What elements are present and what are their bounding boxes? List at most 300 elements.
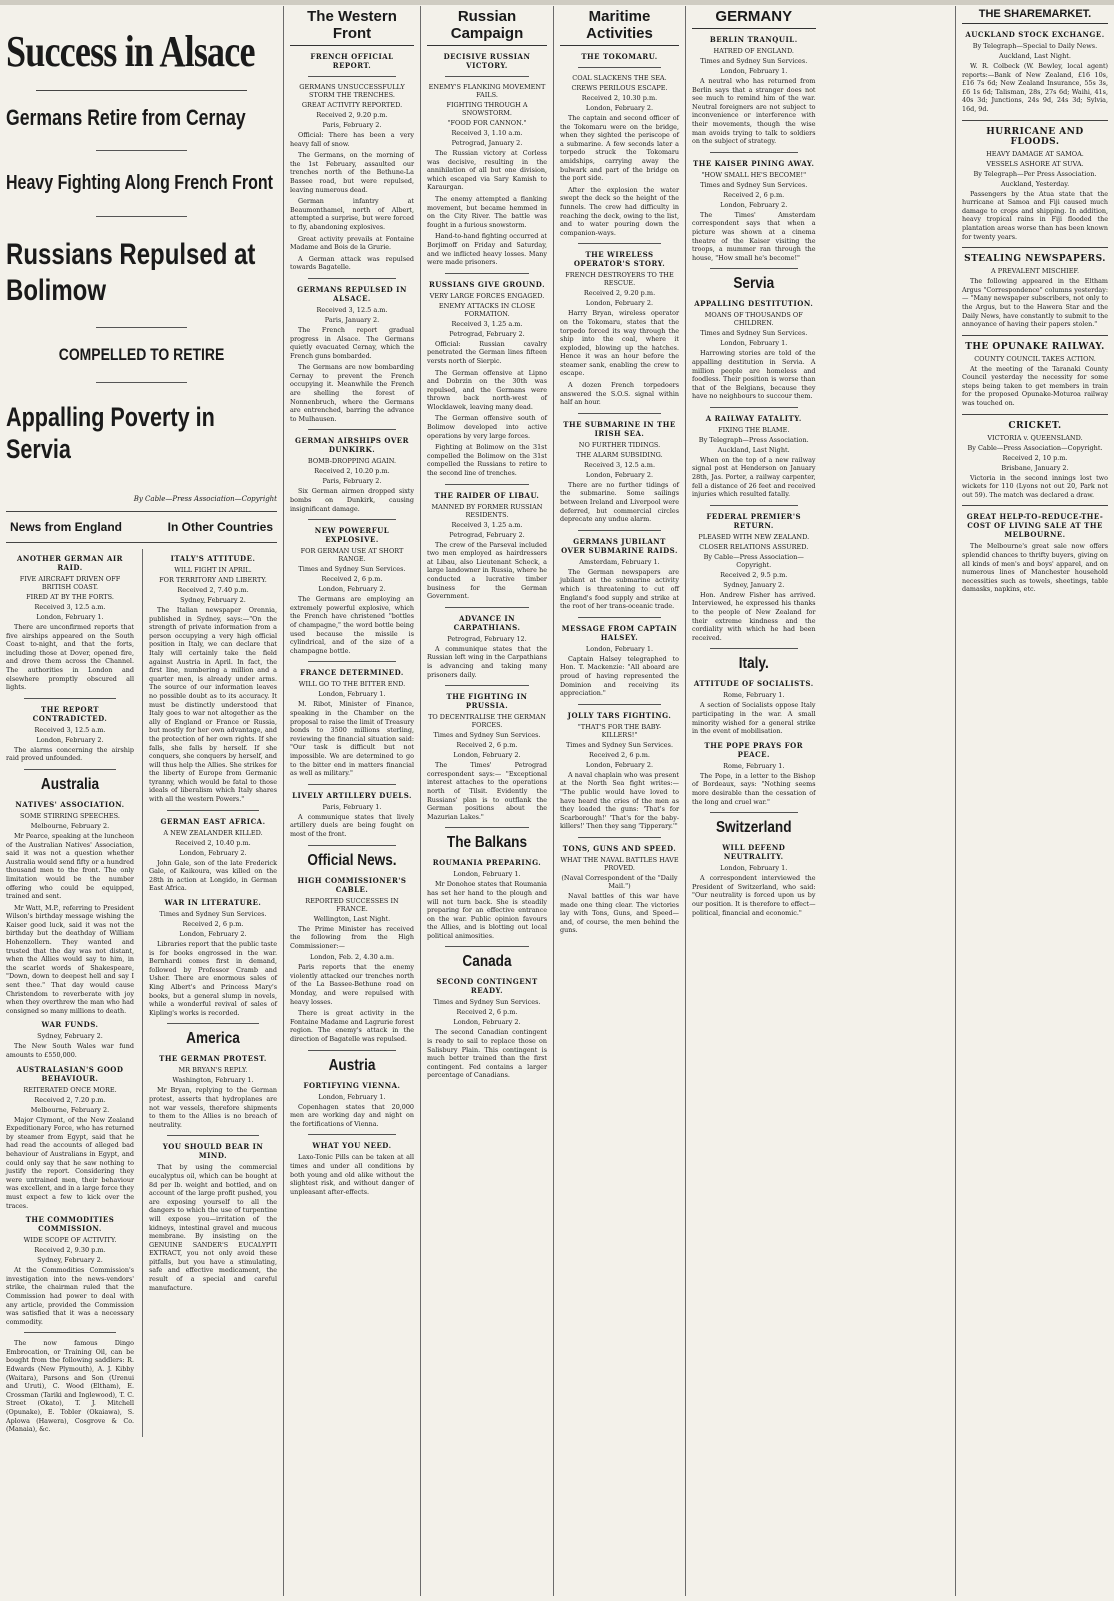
divider bbox=[962, 335, 1108, 336]
dateline: Paris, February 2. bbox=[322, 121, 382, 129]
dateline: Petrograd, February 2. bbox=[449, 329, 525, 338]
article-sub: WILL GO TO THE BITTER END. bbox=[298, 680, 406, 689]
divider bbox=[96, 216, 187, 217]
sharemarket-column bbox=[955, 6, 1114, 1596]
article-sub: CLOSER RELATIONS ASSURED. bbox=[699, 542, 809, 551]
article-head: WHAT YOU NEED. bbox=[312, 1141, 392, 1151]
article-body: The alarms concerning the airship raid proved unfounded. bbox=[6, 745, 134, 763]
divider bbox=[308, 429, 396, 430]
article-head: THE OPUNAKE RAILWAY. bbox=[965, 341, 1105, 352]
divider bbox=[96, 382, 187, 383]
article-head: THE GERMAN PROTEST. bbox=[159, 1054, 267, 1064]
dateline: (Naval Correspondent of the "Daily Mail.") bbox=[561, 873, 678, 890]
dateline: Received 2, 6 p.m. bbox=[723, 190, 785, 199]
article-body: Mr Donohoe states that Roumania has set her hand to the plough and will not turn back. She is steadily preparing for an effective entrance on the war. Public opinion favours the Allies, and is blotting out local political animosities. bbox=[427, 880, 547, 940]
article-body: Mr Bryan, replying to the German protest, asserts that hydroplanes are not war vessels, therefore shipments to them to the Allies is no breach of neutrality. bbox=[149, 1086, 277, 1129]
article-body: Mr Pearce, speaking at the luncheon of the Australian Natives' Association, said it was not a question whether Australia would send fifty or a hundred thousand men to the front. The only limitation would be the number offering who could be equipped, trained and sent. bbox=[6, 831, 134, 901]
divider bbox=[578, 617, 661, 618]
dateline: Washington, February 1. bbox=[172, 1076, 254, 1085]
divider bbox=[24, 769, 116, 770]
dateline: London, February 2. bbox=[585, 299, 654, 308]
article-head: MESSAGE FROM CAPTAIN HALSEY. bbox=[561, 623, 678, 642]
article-head: WAR FUNDS. bbox=[41, 1020, 99, 1030]
article-sub: MANNED BY FORMER RUSSIAN RESIDENTS. bbox=[431, 502, 543, 519]
article-body: Harrowing stories are told of the appalling destitution in Servia. A million people are homeless and foodless. Their position is worse than that of the Belgians, because they have no neighbours to succour them. bbox=[692, 349, 816, 401]
dateline: By Telegraph—Special to Daily News. bbox=[972, 42, 1098, 50]
dateline: By Cable—Press Association—Copyright. bbox=[703, 552, 804, 569]
article-sub: HEAVY DAMAGE AT SAMOA. bbox=[986, 149, 1084, 158]
divider bbox=[24, 698, 116, 699]
article-sub: FIVE AIRCRAFT DRIVEN OFF BRITISH COAST. bbox=[19, 575, 121, 591]
dateline: Melbourne, February 2. bbox=[30, 821, 110, 830]
column-title: GERMANY bbox=[692, 8, 816, 29]
article-head: YOU SHOULD BEAR IN MIND. bbox=[162, 1142, 264, 1161]
divider bbox=[445, 484, 529, 485]
dateline: Received 2, 10.20 p.m. bbox=[314, 467, 390, 476]
article-body: The Germans are employing an extremely powerful explosive, which the French have christened "bottles of champagne," the word bottle being used because the missile is cylindrical, and of the size of a champagne bottle. bbox=[290, 595, 414, 655]
dateline: Auckland, Last Night. bbox=[999, 52, 1071, 60]
dateline: Received 2, 6 p.m. bbox=[182, 920, 244, 929]
article-head: THE FIGHTING IN PRUSSIA. bbox=[446, 692, 528, 711]
article-sub: FIGHTING THROUGH A SNOWSTORM. bbox=[446, 101, 528, 117]
advert-body: Laxo-Tonic Pills can be taken at all times and under all conditions by both young and old alike without the slightest risk, and without danger of unpleasant after-effects. bbox=[290, 1153, 414, 1196]
article-sub: PLEASED WITH NEW ZEALAND. bbox=[698, 532, 810, 541]
article-body: The German newspapers are jubilant at the submarine activity which is threatening to cut off England's food supply and strike at the root of her trans-oceanic trade. bbox=[560, 567, 679, 611]
article-head: GERMANS JUBILANT OVER SUBMARINE RAIDS. bbox=[561, 536, 678, 555]
dateline: Times and Sydney Sun Services. bbox=[298, 565, 406, 574]
dateline: London, February 2. bbox=[453, 1018, 521, 1027]
dateline: London, February 1. bbox=[720, 864, 788, 873]
article-head: DECISIVE RUSSIAN VICTORY. bbox=[443, 52, 531, 70]
dateline: Received 3, 12.5 a.m. bbox=[34, 603, 106, 611]
article-body: Official: Russian cavalry penetrated the German lines fifteen versts north of Sierpic. bbox=[427, 339, 547, 365]
dateline: By Cable—Press Association—Copyright. bbox=[967, 443, 1103, 452]
article-body: A section of Socialists oppose Italy participating in the war. A small minority wished for a general strike in the event of mobilisation. bbox=[692, 701, 816, 736]
divider bbox=[578, 67, 661, 68]
dateline: Sydney, January 2. bbox=[723, 580, 785, 589]
divider bbox=[710, 812, 798, 813]
dateline: Melbourne, February 2. bbox=[30, 1105, 110, 1114]
article-sub: WIDE SCOPE OF ACTIVITY. bbox=[23, 1236, 117, 1245]
article-sub: VICTORIA v. QUEENSLAND. bbox=[987, 433, 1083, 442]
lead-column bbox=[0, 6, 283, 1596]
article-body: A communique states that the Russian left wing in the Carpathians is advancing and taking many prisoners daily. bbox=[427, 644, 547, 679]
article-sub: A NEW ZEALANDER KILLED. bbox=[163, 828, 263, 837]
article-body: M. Ribot, Minister of Finance, speaking in the Chamber on the proposal to raise the limit of Treasury bonds to 3500 millions sterling, reviewing the financial situation said: "Our task is difficult but not impossible. We are determined to go to the bitter end in matters financial as well as military." bbox=[290, 700, 414, 778]
dateline: Received 3, 12.5 a.m. bbox=[583, 460, 656, 469]
article-head: LIVELY ARTILLERY DUELS. bbox=[292, 790, 412, 800]
dateline: Times and Sydney Sun Services. bbox=[433, 731, 541, 740]
article-sub: COUNTY COUNCIL TAKES ACTION. bbox=[974, 354, 1096, 363]
dateline: London, February 2. bbox=[179, 930, 247, 939]
article-sub: GERMANS UNSUCCESSFULLY STORM THE TRENCHES. bbox=[299, 83, 405, 99]
column-title: Russian Campaign bbox=[427, 8, 547, 46]
article-head: NEW POWERFUL EXPLOSIVE. bbox=[314, 526, 390, 545]
divider bbox=[578, 837, 661, 838]
article-sub: WHAT THE NAVAL BATTLES HAVE PROVED. bbox=[560, 855, 679, 872]
section-canada: Canada bbox=[462, 953, 512, 971]
article-head: HIGH COMMISSIONER'S CABLE. bbox=[297, 875, 407, 894]
article-body: A communique states that lively artillery duels are being fought on most of the front. bbox=[290, 812, 414, 838]
article-head: HURRICANE AND FLOODS. bbox=[986, 126, 1084, 147]
article-sub: TO DECENTRALISE THE GERMAN FORCES. bbox=[428, 713, 546, 730]
dateline: Auckland, Last Night. bbox=[717, 445, 790, 454]
advert-body: The now famous Dingo Embrocation, or Training Oil, can be bought from the following saddlers: R. Edwards (New Plymouth), A. J. Kibby (Waitara), Parsons and Son (Urenui and Uruti), C. Wood (Eltham), E. Crossman (Tariki and Inglewood), T. C. Street (Okato), T. J. Mitchell (Opunake), E. Tobler (Okaiawa), S. Aplowa (Hawera), Cosgrove & Co. (Manaia), &c. bbox=[6, 1339, 134, 1434]
headline-russians-repulsed: Russians Repulsed at Bolimow bbox=[6, 238, 256, 307]
advert-body: The Melbourne's great sale now offers splendid chances to thrifty buyers, giving on all kinds of men's and boys' apparel, and on numerous lines of Manchester household necessities such as towels, sheetings, table damasks, napkins, etc. bbox=[962, 542, 1108, 594]
article-head: FEDERAL PREMIER'S RETURN. bbox=[706, 511, 802, 530]
dateline: Sydney, February 2. bbox=[37, 1256, 103, 1265]
section-switzerland: Switzerland bbox=[715, 819, 792, 837]
article-head: BERLIN TRANQUIL. bbox=[709, 35, 798, 44]
article-sub: "FOOD FOR CANNON." bbox=[447, 119, 527, 127]
article-head: ATTITUDE OF SOCIALISTS. bbox=[693, 679, 814, 689]
western-front-column bbox=[283, 6, 420, 1596]
divider bbox=[445, 946, 529, 947]
article-head: THE COMMODITIES COMMISSION. bbox=[25, 1215, 115, 1234]
divider bbox=[445, 685, 529, 686]
article-sub: FOR GERMAN USE AT SHORT RANGE. bbox=[300, 547, 404, 564]
dateline: Received 2, 6 p.m. bbox=[456, 741, 518, 750]
dateline: London, February 2. bbox=[453, 751, 521, 760]
dateline: Amsterdam, February 1. bbox=[579, 557, 660, 566]
article-body: The Germans are now bombarding Cernay to prevent the French occupying it. Meanwhile the French are shelling the forest of Nonnenbruch, where the Germans are entrenched, barring the advance to Mulhausen. bbox=[290, 363, 414, 423]
section-austria: Austria bbox=[328, 1056, 376, 1074]
divider bbox=[308, 661, 396, 662]
dateline: Received 3, 1.10 a.m. bbox=[451, 129, 523, 137]
article-sub: REITERATED ONCE MORE. bbox=[23, 1085, 117, 1094]
article-head: GERMAN EAST AFRICA. bbox=[160, 816, 266, 826]
divider bbox=[308, 1134, 396, 1135]
divider bbox=[445, 273, 529, 274]
divider bbox=[6, 511, 277, 512]
article-sub: MR BRYAN'S REPLY. bbox=[178, 1066, 248, 1075]
article-head: SECOND CONTINGENT READY. bbox=[436, 977, 538, 996]
dateline: London, February 1. bbox=[720, 339, 788, 348]
article-body: The German offensive south of Bolimow developed into active operations by very large forces. bbox=[427, 414, 547, 440]
article-head: NATIVES' ASSOCIATION. bbox=[15, 799, 125, 809]
article-head: TONS, GUNS AND SPEED. bbox=[562, 843, 677, 853]
article-head: CRICKET. bbox=[1008, 420, 1062, 431]
divider bbox=[308, 76, 396, 77]
article-sub: ENEMY ATTACKS IN CLOSE FORMATION. bbox=[438, 301, 536, 318]
article-body: The second Canadian contingent is ready to sail to replace those on Salisbury Plain. This contingent is much better trained than the first contingent. Fed contains a larger percentage of Canadians. bbox=[427, 1028, 547, 1080]
england-subcolumn bbox=[6, 549, 134, 1437]
dateline: Received 2, 10.30 p.m. bbox=[581, 94, 658, 102]
article-body: The Times' Amsterdam correspondent says that when a picture was shown at a cinema theatre of the Kaiser visiting the troops, a mummer ran through the house, "How small he's become!" bbox=[692, 210, 816, 262]
section-australia: Australia bbox=[40, 775, 100, 793]
divider bbox=[445, 76, 529, 77]
article-body: A correspondent interviewed the President of Switzerland, who said: "Our neutrality is forced upon us by our position. It is therefore to effect—political, financial and economic." bbox=[692, 874, 816, 917]
article-head: AUCKLAND STOCK EXCHANGE. bbox=[965, 30, 1105, 39]
section-banner bbox=[6, 518, 277, 536]
lead-subcolumns bbox=[6, 549, 277, 1437]
article-head: ADVANCE IN CARPATHIANS. bbox=[453, 613, 521, 632]
divider bbox=[962, 505, 1108, 506]
article-body: The French report gradual progress in Alsace. The Germans quietly evacuated Cernay, which the French guns bombarded. bbox=[290, 325, 414, 360]
dateline: Received 2, 9.20 p.m. bbox=[316, 111, 388, 119]
article-body: Copenhagen states that 20,000 men are working day and night on the fortifications of Vienna. bbox=[290, 1102, 414, 1128]
article-body: There is great activity in the Fontaine Madame and Lagrurie forest region. The enemy's attack in the direction of Bagatelle was repulsed. bbox=[290, 1009, 414, 1044]
article-body: Six German airmen dropped sixty bombs on Dunkirk, causing insignificant damage. bbox=[290, 487, 414, 513]
article-head: JOLLY TARS FIGHTING. bbox=[567, 710, 672, 720]
dateline: Times and Sydney Sun Services. bbox=[565, 740, 674, 749]
dateline: Received 3, 1.25 a.m. bbox=[451, 319, 523, 328]
article-body: When on the top of a new railway signal post at Henderson on January 28th, Jas. Porter, a railway carpenter, fell a distance of 26 feet and received injuries which resulted fatally. bbox=[692, 455, 816, 499]
article-body: A neutral who has returned from Berlin says that a stranger does not see much to remind him of the war. Neutral foreigners are not subject to inconvenience or interference with their movements, though the wise man avoids trying to talk to soldiers on the subject of strategy. bbox=[692, 77, 816, 146]
dateline: Received 3, 12.5 a.m. bbox=[316, 305, 388, 314]
article-body: At the Commodities Commission's investigation into the news-vendors' strike, the chairman ruled that the Commission had power to deal with any article, provided the Commission was satisfied that it was a necessary commodity. bbox=[6, 1266, 134, 1326]
article-body: There are no further tidings of the submarine. Some sailings between Ireland and Liverpool were deferred, but commercial circles deprecate any undue alarm. bbox=[560, 480, 679, 524]
dateline: Times and Sydney Sun Services. bbox=[700, 329, 808, 338]
section-servia: Servia bbox=[733, 275, 775, 293]
dateline: Times and Sydney Sun Services. bbox=[700, 57, 808, 65]
article-sub: FOR TERRITORY AND LIBERTY. bbox=[159, 576, 267, 584]
article-body: The following appeared in the Eltham Argus "Correspondence" columns yesterday:— "Many newspaper subscribers, not only to the Argus, but to the Hawera Star and the Daily News, have constantly to submit to the annoyance of having their papers stolen." bbox=[962, 277, 1108, 329]
section-other-countries: In Other Countries bbox=[167, 520, 273, 534]
column-title: The Western Front bbox=[290, 8, 414, 46]
article-body: A naval chaplain who was present at the North Sea fight writes:— "The public would have loved to have heard the cries of the men as they loaded the guns: 'That's for Scarborough!' 'That's for the baby-killers!' Then they sang 'Tipperary.'" bbox=[560, 770, 679, 831]
dateline: London, February 2. bbox=[179, 848, 247, 857]
dateline: London, February 2. bbox=[585, 760, 654, 769]
article-body: The Pope, in a letter to the Bishop of Bordeaux, says: "Nothing seems more desirable than the cessation of the long and cruel war." bbox=[692, 771, 816, 806]
article-body: The Prime Minister has received the following from the High Commissioner:— bbox=[290, 924, 414, 950]
article-head: GERMAN AIRSHIPS OVER DUNKIRK. bbox=[295, 436, 409, 455]
dateline: Received 2, 6 p.m. bbox=[456, 1008, 518, 1017]
section-official-news: Official News. bbox=[307, 851, 397, 869]
article-head: THE POPE PRAYS FOR PEACE. bbox=[704, 740, 804, 759]
dateline: Received 2, 7.20 p.m. bbox=[34, 1095, 106, 1104]
dateline: Times and Sydney Sun Services. bbox=[159, 910, 267, 919]
article-sub: FIXING THE BLAME. bbox=[718, 425, 790, 434]
headline-compelled: COMPELLED TO RETIRE bbox=[58, 345, 225, 364]
divider bbox=[710, 152, 798, 153]
article-sub: ENEMY'S FLANKING MOVEMENT FAILS. bbox=[428, 83, 546, 99]
dateline: Times and Sydney Sun Services. bbox=[433, 998, 541, 1007]
article-head: THE SUBMARINE IN THE IRISH SEA. bbox=[563, 419, 676, 438]
section-balkans: The Balkans bbox=[446, 834, 528, 852]
divider bbox=[96, 327, 187, 328]
article-body: Fighting at Bolimow on the 31st compelled the Bolimow on the 31st compelled the Russians to retire to the second line of trenches. bbox=[427, 443, 547, 478]
article-sub: COAL SLACKENS THE SEA. bbox=[572, 74, 667, 82]
section-news-england: News from England bbox=[10, 520, 123, 534]
divider bbox=[308, 519, 396, 520]
article-body: Victoria in the second innings lost two wickets for 110 (Lyons not out 20, Park not out 59). The match was declared a draw. bbox=[962, 473, 1108, 499]
divider bbox=[710, 268, 798, 269]
article-head: RUSSIANS GIVE GROUND. bbox=[428, 279, 546, 289]
dateline: Received 2, 10.40 p.m. bbox=[175, 838, 251, 847]
article-sub: CREWS PERILOUS ESCAPE. bbox=[571, 84, 668, 92]
dateline: Received 2, 6 p.m. bbox=[321, 575, 383, 584]
article-head: AUSTRALASIAN'S GOOD BEHAVIOUR. bbox=[16, 1064, 124, 1083]
dateline: Sydney, February 2. bbox=[37, 1032, 103, 1041]
dateline: London, Feb. 2, 4.30 a.m. bbox=[309, 953, 395, 962]
divider bbox=[962, 247, 1108, 248]
column-title: THE SHAREMARKET. bbox=[962, 8, 1108, 24]
article-body: Captain Halsey telegraphed to Hon. T. Mackenzie: "All aboard are proud of having represented the Dominion and receiving its appreciation." bbox=[560, 654, 679, 698]
article-body: The enemy attempted a flanking movement, but became hemmed in on the City River. The battle was fought in a furious snowstorm. bbox=[427, 194, 547, 229]
article-body: The captain and second officer of the Tokomaru were on the bridge, when they sighted the periscope of a submarine. A few seconds later a torpedo struck the Tokomaru amidships, carrying away the bulwark and part of the bridge on the port side. bbox=[560, 114, 679, 183]
article-sub: SOME STIRRING SPEECHES. bbox=[20, 811, 120, 820]
press-credit: By Cable—Press Association—Copyright bbox=[133, 495, 277, 503]
dateline: Sydney, February 2. bbox=[180, 596, 246, 604]
dateline: Received 3, 1.25 a.m. bbox=[451, 520, 523, 529]
other-countries-subcolumn bbox=[142, 549, 277, 1437]
dateline: Received 2, 9.5 p.m. bbox=[720, 570, 788, 579]
article-sub: HATRED OF ENGLAND. bbox=[713, 47, 795, 55]
article-body: The Russian victory at Corless was decisive, resulting in the annihilation of all but one division, which escaped via Sary Kamish to Karaurgan. bbox=[427, 149, 547, 192]
dateline: Received 2, 6 p.m. bbox=[589, 750, 650, 759]
divider bbox=[6, 542, 277, 543]
dateline: London, February 1. bbox=[453, 870, 521, 879]
divider bbox=[578, 243, 661, 244]
article-sub: "THAT'S FOR THE BABY-KILLERS!" bbox=[577, 722, 662, 739]
article-head: ANOTHER GERMAN AIR RAID. bbox=[16, 554, 123, 572]
article-head: FRENCH OFFICIAL REPORT. bbox=[310, 52, 394, 70]
article-head: THE TOKOMARU. bbox=[581, 52, 658, 61]
dateline: Petrograd, February 2. bbox=[449, 530, 525, 539]
article-sub: BOMB-DROPPING AGAIN. bbox=[307, 457, 397, 466]
dateline: London, February 1. bbox=[318, 690, 386, 699]
divider bbox=[962, 414, 1108, 415]
article-head: GERMANS REPULSED IN ALSACE. bbox=[297, 284, 407, 303]
germany-column bbox=[685, 6, 955, 1596]
divider bbox=[308, 845, 396, 846]
column-title: Maritime Activities bbox=[560, 8, 679, 46]
dateline: Petrograd, February 12. bbox=[447, 634, 527, 643]
article-head: THE REPORT CONTRADICTED. bbox=[32, 704, 108, 723]
dateline: Brisbane, January 2. bbox=[1001, 463, 1069, 472]
article-body: The Germans, on the morning of the 1st February, assaulted our trenches north of the Bethune-La Bassee road, but were repulsed, leaving numerous dead. bbox=[290, 151, 414, 194]
dateline: Wellington, Last Night. bbox=[313, 914, 391, 923]
article-head: THE KAISER PINING AWAY. bbox=[693, 158, 815, 168]
article-sub: "HOW SMALL HE'S BECOME!" bbox=[701, 170, 807, 179]
divider bbox=[962, 120, 1108, 121]
article-sub: FRENCH DESTROYERS TO THE RESCUE. bbox=[565, 271, 674, 288]
dateline: London, February 2. bbox=[585, 470, 654, 479]
divider bbox=[167, 810, 259, 811]
article-body: The crew of the Parseval included two men employed as hairdressers at Libau, also Lieutenant Scheck, a large landowner in Russia, where he conducted a lucrative timber business for the German Government. bbox=[427, 540, 547, 601]
dateline: Paris, January 2. bbox=[324, 315, 380, 324]
dateline: Times and Sydney Sun Services. bbox=[700, 180, 808, 189]
headline-heavy-fighting: Heavy Fighting Along French Front bbox=[6, 172, 273, 194]
section-italy: Italy. bbox=[738, 655, 769, 673]
article-body: Great activity prevails at Fontaine Madame and Bois de la Grurie. bbox=[290, 234, 414, 252]
article-head: THE RAIDER OF LIBAU. bbox=[434, 490, 540, 500]
article-body: Hand-to-hand fighting occurred at Borjimoff on Friday and Saturday, and we inflicted heavy losses. Many were made prisoners. bbox=[427, 232, 547, 267]
article-sub: A PREVALENT MISCHIEF. bbox=[990, 267, 1080, 276]
russian-campaign-column bbox=[420, 6, 553, 1596]
article-body: A dozen French torpedoers answered the S.O.S. signal within half an hour. bbox=[560, 381, 679, 407]
article-head: THE WIRELESS OPERATOR'S STORY. bbox=[573, 250, 666, 269]
dateline: Received 2, 9.20 p.m. bbox=[583, 289, 656, 298]
divider bbox=[445, 607, 529, 608]
dateline: Rome, February 1. bbox=[723, 761, 785, 770]
article-body: German infantry at Beaumonthamel, north of Albert, attempted a surprise, but were forced to fly, abandoning explosives. bbox=[290, 197, 414, 231]
article-body: Mr Watt, M.P., referring to President Wilson's birthday message wishing the Kaiser good luck, said it was not the birthday but the deathday of William Hohenzollern. They wanted and trusted that the day was not distant, when the Allies would say to him, in the scarlet words of Shakespeare, "Down, down to deepest hell and say I sent thee." That day would cause Christendom to reverberate with joy when they overthrew the man who had consigned so many millions to death. bbox=[6, 903, 134, 1015]
article-body: The New South Wales war fund amounts to £550,000. bbox=[6, 1042, 134, 1059]
article-sub: VERY LARGE FORCES ENGAGED. bbox=[429, 291, 545, 300]
divider bbox=[96, 150, 187, 151]
article-sub: THE ALARM SUBSIDING. bbox=[576, 450, 663, 459]
dateline: Paris, February 2. bbox=[322, 477, 382, 486]
article-sub: FIRED AT BY THE FORTS. bbox=[26, 593, 114, 601]
headline-appalling-poverty: Appalling Poverty in Servia bbox=[6, 402, 215, 464]
article-body: Major Clymont, of the New Zealand Expeditionary Force, who has returned by steamer from Egypt, said that he had read the accounts of alleged bad behaviour of Australians in Egypt, and could only say that he saw nothing to justify the report. Considering they were untrained men, their behaviour was excellent, and in a large force they must expect a few to kick over the traces. bbox=[6, 1115, 134, 1210]
divider bbox=[24, 1332, 116, 1333]
article-body: The Italian newspaper Orennia, published in Sydney, says:—"On the strength of private information from a person occupying a very high official position in Italy, we can declare that Italy will certainly take the field against Austria in April. In fact, the first line, numbering a million and a quarter men, is already under arms. The source of our information leaves no possible doubt as to its accuracy. It must be distinctly understood that Italy goes to war not altogether as the ally of England or France or Russia, but mostly for her own advantage, and the protection of her own rights. If she falls, she falls by herself. If she conquers, she conquers by herself, and will thus help the Allies. She strikes for the liberty of Europe from Germanic tyranny, which would be fatal to those ideals of liberalism which Italy shares with all the western Powers." bbox=[149, 606, 277, 804]
dateline: London, February 1. bbox=[318, 1092, 386, 1101]
article-body: Harry Bryan, wireless operator on the Tokomaru, states that the torpedo forced its way through the ship into the coal, where it exploded, blowing up the hatches. Hence it was an hour before the steamer sank, enabling the crew to escape. bbox=[560, 309, 679, 378]
divider bbox=[167, 1135, 259, 1136]
article-head: GREAT HELP-TO-REDUCE-THE-COST OF LIVING SALE AT THE MELBOURNE. bbox=[966, 512, 1104, 540]
dateline: London, February 2. bbox=[318, 585, 386, 594]
article-head: FORTIFYING VIENNA. bbox=[303, 1080, 401, 1090]
dateline: London, February 1. bbox=[720, 67, 788, 75]
divider bbox=[167, 1023, 259, 1024]
dateline: By Telegraph—Per Press Association. bbox=[973, 169, 1097, 178]
dateline: Received 2, 9.30 p.m. bbox=[34, 1246, 106, 1255]
headline-germans-retire: Germans Retire from Cernay bbox=[6, 105, 246, 130]
article-sub: NO FURTHER TIDINGS. bbox=[578, 440, 661, 449]
divider bbox=[578, 704, 661, 705]
dateline: Rome, February 1. bbox=[723, 691, 785, 700]
divider bbox=[36, 90, 247, 91]
article-body: A German attack was repulsed towards Bagatelle. bbox=[290, 254, 414, 272]
article-head: APPALLING DESTITUTION. bbox=[694, 299, 814, 309]
article-body: Hon. Andrew Fisher has arrived. Interviewed, he expressed his thanks to the people of New Zealand for their extreme kindness and the cordiality with which he had been received. bbox=[692, 590, 816, 642]
dateline: Received 2, 7.40 p.m. bbox=[177, 586, 249, 594]
article-body: The German offensive at Lipno and Dobrzin on the 30th was repulsed, and the Germans were thrown back north-west of Wlocklawek, leaving many dead. bbox=[427, 368, 547, 411]
divider bbox=[710, 407, 798, 408]
dateline: Received 3, 12.5 a.m. bbox=[34, 725, 106, 734]
article-head: FRANCE DETERMINED. bbox=[300, 668, 404, 678]
dateline: London, February 1. bbox=[36, 613, 104, 621]
article-head: WILL DEFEND NEUTRALITY. bbox=[722, 843, 786, 862]
divider bbox=[445, 827, 529, 828]
article-body: There are unconfirmed reports that five airships appeared on the South Coast to-night, and that the forts, including those at Dover, opened fire, and drove them across the Channel. The authorities in London and elsewhere promptly obscured all lights. bbox=[6, 623, 134, 692]
article-sub: REPORTED SUCCESSES IN FRANCE. bbox=[305, 896, 399, 913]
divider bbox=[578, 530, 661, 531]
article-sub: WILL FIGHT IN APRIL. bbox=[174, 566, 252, 574]
advert-body: That by using the commercial eucalyptus oil, which can be bought at 8d per lb. weight and bottled, and on account of the large profit pushed, you are exposing yourself to all the dangers to which the use of turpentine will expose you—irritation of the kidneys, intestinal gravel and mucous membrane. By insisting on the GENUINE SANDER'S EUCALYPTI EXTRACT, you not only avoid these pitfalls, but you have a stimulating, safe and effective medicament, the result of a special and careful manufacture. bbox=[149, 1163, 277, 1292]
article-head: STEALING NEWSPAPERS. bbox=[964, 254, 1106, 265]
dateline: Auckland, Yesterday. bbox=[1000, 179, 1070, 188]
article-head: ROUMANIA PREPARING. bbox=[432, 858, 542, 868]
article-head: ITALY'S ATTITUDE. bbox=[170, 554, 256, 563]
article-body: W. R. Colbeck (W. Bewley, local agent) reports:—Bank of New Zealand, £16 10s, £16 7s 6d; New Zealand Insurance, 55s 3s, £6 1s 6d; Talisman, 28s, 27s 6d; Waihi, 41s, 40s 3d; Junctions, 24s 9d, 24s 3d; Sylvia, 16d, 9d. bbox=[962, 62, 1108, 113]
article-body: The Times' Petrograd correspondent says:— "Exceptional interest attaches to the operations north of Tilsit. Evidently the Russians' plan is to outflank the German positions about the Mazurian Lakes." bbox=[427, 761, 547, 821]
article-sub: GREAT ACTIVITY REPORTED. bbox=[301, 101, 403, 109]
divider bbox=[578, 413, 661, 414]
article-body: After the explosion the water swept the deck so the height of the funnels. The crew had difficulty in reaching the deck, owing to the list, and to water pouring down the companion-ways. bbox=[560, 185, 679, 237]
article-body: Passengers by the Atua state that the hurricane at Samoa and Fiji caused much damage to crops and shipping. In addition, heavy tropical rains in Fiji flooded the plantation areas worse than has been known for twenty years. bbox=[962, 189, 1108, 241]
article-body: Libraries report that the public taste is for books engrossed in the war. Bernhardi comes first in demand, followed by Professor Cramb and Usher. There are enormous sales of King Albert's and Princess Mary's books, but a general slump in novels, while a wonderful revival of sales of Kipling's works is recorded. bbox=[149, 940, 277, 1017]
article-sub: MOANS OF THOUSANDS OF CHILDREN. bbox=[704, 311, 803, 328]
dateline: London, February 2. bbox=[585, 104, 654, 112]
maritime-column bbox=[553, 6, 685, 1596]
dateline: London, February 2. bbox=[36, 735, 104, 744]
divider bbox=[308, 784, 396, 785]
dateline: Petrograd, January 2. bbox=[451, 139, 523, 147]
headline-success-alsace: Success in Alsace bbox=[6, 27, 255, 76]
divider bbox=[308, 1050, 396, 1051]
article-body: John Gale, son of the late Frederick Gale, of Kaikoura, was killed on the 28th in action at Longido, in German East Africa. bbox=[149, 858, 277, 893]
divider bbox=[308, 278, 396, 279]
article-sub: VESSELS ASHORE AT SUVA. bbox=[986, 159, 1084, 168]
article-body: Naval battles of this war have made one thing clear. The victories lay with Tons, Guns, and Speed—and, of course, the men behind the guns. bbox=[560, 891, 679, 935]
dateline: London, February 1. bbox=[585, 644, 654, 653]
